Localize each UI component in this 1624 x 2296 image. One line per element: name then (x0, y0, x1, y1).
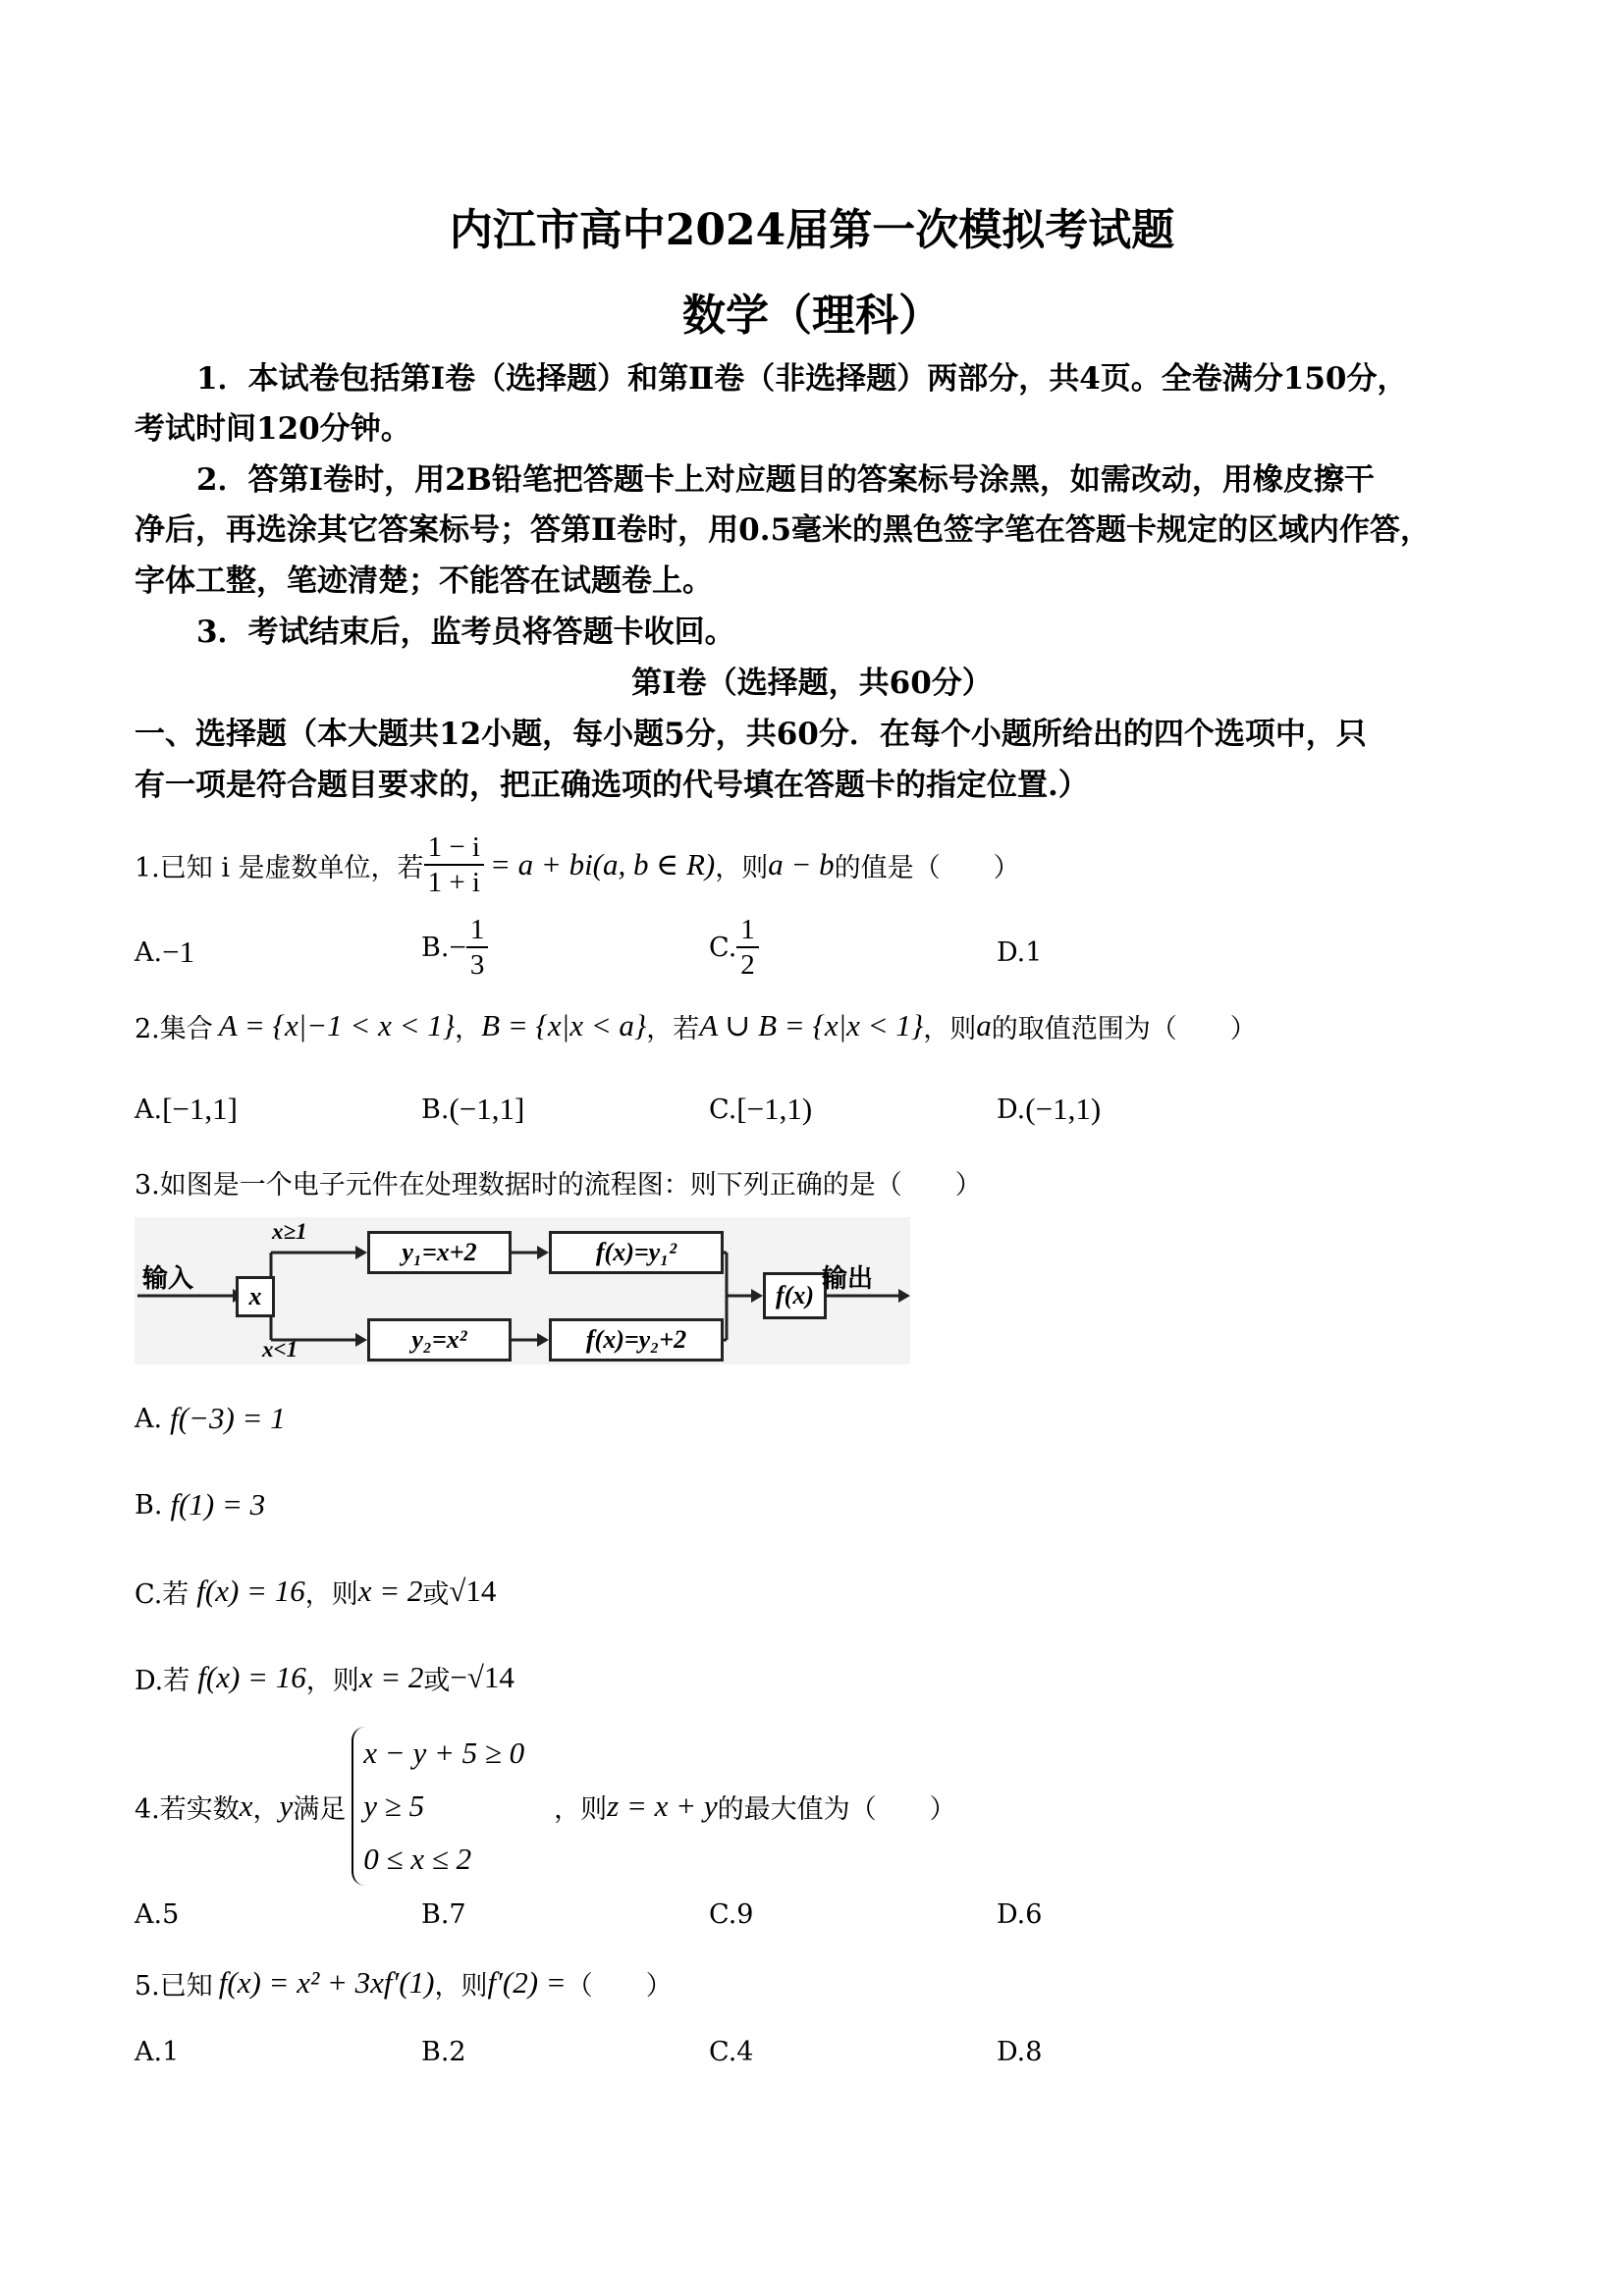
q1-option-a (135, 918, 194, 987)
flow-input-label: 输入 (142, 1264, 194, 1293)
page-title: 内江市高中2024届第一次模拟考试题 (449, 205, 1175, 255)
q4-option-b: B.7 (421, 1899, 466, 1930)
question-5 (135, 1958, 673, 2007)
page-subtitle: 数学（理科） (682, 291, 942, 341)
q2-sep-3: ，则 (923, 1013, 977, 1044)
q5-tail: （ ） (566, 1970, 673, 2002)
q4-constraint-3: 0 ≤ x ≤ 2 (363, 1842, 472, 1876)
q1-option-b (421, 903, 488, 991)
q3-option-a (135, 1394, 286, 1443)
q1-fraction (424, 830, 484, 899)
section-intro-1: 一、选择题（本大题共12小题，每小题5分，共60分．在每个小题所给出的四个选项中，只 (135, 717, 1367, 752)
q3-option-c-eq: x = 2 (357, 1574, 423, 1608)
q2-tail: 的取值范围为（ ） (991, 1013, 1257, 1044)
flow-f1-box: f(x)=y₁² (549, 1231, 724, 1274)
section-title: 第Ⅰ卷（选择题，共60分） (631, 666, 993, 701)
q1-expr: = a + bi(a, b ∈ R) (489, 847, 716, 881)
q4-prefix: 4.若实数 (135, 1793, 240, 1825)
q1-option-d: D.1 (997, 936, 1043, 968)
q2-union: A ∪ B = {x|x < 1} (699, 1008, 924, 1042)
q2-var: a (976, 1008, 992, 1042)
q1-option-c-den: 2 (740, 949, 755, 981)
section-intro-2: 有一项是符合题目要求的，把正确选项的代号填在答题卡的指定位置.） (135, 768, 1089, 803)
flow-cond-top: x≥1 (272, 1219, 307, 1244)
q3-option-d-mid: ，则 (305, 1665, 359, 1696)
q5-ask: f′(2) = (487, 1965, 567, 2000)
q1-option-b-fraction (466, 913, 489, 982)
q5-option-b: B.2 (421, 2037, 466, 2067)
q2-option-a-value: [−1,1] (162, 1092, 238, 1126)
q3-option-d-value: f(x) = 16 (197, 1660, 306, 1694)
q3-option-c-mid: ，则 (304, 1578, 358, 1610)
q5-mid: ，则 (434, 1970, 488, 2002)
flow-y1-box: y₁=x+2 (367, 1231, 512, 1274)
q2-option-b-label: B. (421, 1094, 450, 1125)
q3-option-d-root: −√14 (450, 1660, 514, 1694)
q1-tail: 的值是（ ） (834, 852, 1020, 883)
q2-prefix: 2.集合 (135, 1013, 213, 1044)
q3-option-b (135, 1480, 265, 1529)
q5-option-d: D.8 (997, 2037, 1043, 2067)
q3-option-d-label: D.若 (135, 1665, 190, 1696)
question-2 (135, 996, 1257, 1055)
q4-option-c: C.9 (709, 1899, 754, 1930)
q2-set-a: A = {x|−1 < x < 1} (218, 1008, 456, 1042)
q1-target: a − b (768, 847, 835, 881)
q1-option-b-label: B. (421, 932, 450, 963)
q1-option-b-den: 3 (469, 949, 485, 981)
q1-option-c-fraction (736, 913, 759, 982)
q3-option-c-root: √14 (449, 1574, 497, 1608)
q1-frac-den: 1 + i (427, 867, 480, 898)
q3-option-b-value: f(1) = 3 (170, 1487, 266, 1522)
q2-option-d-value: (−1,1) (1025, 1092, 1102, 1126)
flow-output-label: 输出 (822, 1264, 874, 1293)
q2-option-d-label: D. (997, 1094, 1026, 1125)
q2-option-b-value: (−1,1] (449, 1092, 525, 1126)
q3-option-b-label: B. (135, 1489, 163, 1521)
note-line-5: 字体工整，笔迹清楚；不能答在试题卷上。 (135, 563, 713, 599)
q4-comma: ， (252, 1793, 280, 1825)
q4-constraint-system (352, 1727, 524, 1886)
q3-option-c-label: C.若 (135, 1578, 189, 1610)
q4-mid: 满足 (293, 1793, 347, 1825)
q4-constraint-2: y ≥ 5 (363, 1789, 425, 1823)
q4-option-d: D.6 (997, 1899, 1043, 1930)
q3-option-d (135, 1653, 514, 1702)
q1-suffix: ，则 (715, 852, 769, 883)
note-line-6: 3．考试结束后，监考员将答题卡收回。 (196, 614, 735, 650)
question-3: 3.如图是一个电子元件在处理数据时的流程图：则下列正确的是（ ） (135, 1170, 982, 1201)
q1-option-b-num: 1 (466, 913, 489, 948)
note-line-2: 考试时间120分钟。 (135, 411, 411, 447)
q3-option-c-value: f(x) = 16 (196, 1574, 305, 1608)
note-line-1: 1．本试卷包括第Ⅰ卷（选择题）和第Ⅱ卷（非选择题）两部分，共4页。全卷满分150分， (196, 361, 1408, 397)
q4-tail: 的最大值为（ ） (717, 1793, 956, 1825)
q4-objective: z = x + y (607, 1789, 718, 1823)
question-1 (135, 821, 1020, 909)
q4-var-y: y (279, 1789, 294, 1823)
q1-option-c-label: C. (709, 932, 737, 963)
q4-var-x: x (239, 1789, 253, 1823)
q3-option-d-or: 或 (423, 1665, 451, 1696)
q2-sep-2: ，若 (646, 1013, 700, 1044)
flow-x-box: x (236, 1276, 275, 1317)
q2-option-d (997, 1085, 1101, 1134)
q2-option-c-label: C. (709, 1094, 737, 1125)
flowchart (135, 1217, 910, 1364)
q3-option-c-or: 或 (422, 1578, 450, 1610)
q1-option-a-label: A. (135, 936, 163, 968)
q1-option-b-sign: − (449, 930, 466, 964)
q1-option-c (709, 903, 759, 991)
flow-f2-box: f(x)=y₂+2 (549, 1318, 724, 1362)
flow-cond-bottom: x<1 (262, 1337, 298, 1362)
q3-option-a-label: A. (135, 1403, 163, 1434)
flow-fout-box: f(x) (763, 1272, 827, 1319)
q4-constraint-1: x − y + 5 ≥ 0 (363, 1735, 525, 1770)
q2-set-b: B = {x|x < a} (481, 1008, 647, 1042)
q5-prefix: 5.已知 (135, 1970, 213, 2002)
q3-option-c (135, 1567, 496, 1616)
q1-prefix: 1.已知 i 是虚数单位，若 (135, 852, 424, 883)
q2-option-c-value: [−1,1) (736, 1092, 813, 1126)
q2-option-a-label: A. (135, 1094, 163, 1125)
q3-option-d-eq: x = 2 (358, 1660, 424, 1694)
q1-frac-num: 1 − i (424, 830, 484, 866)
q1-option-c-num: 1 (736, 913, 759, 948)
q3-option-a-value: f(−3) = 1 (170, 1401, 286, 1435)
q1-option-a-value: −1 (162, 934, 195, 969)
q2-sep-1: ， (455, 1013, 482, 1044)
q5-expr: f(x) = x² + 3xf′(1) (218, 1965, 435, 2000)
q5-option-c: C.4 (709, 2037, 754, 2067)
q2-option-a (135, 1085, 238, 1134)
note-line-4: 净后，再选涂其它答案标号；答第Ⅱ卷时，用0.5毫米的黑色签字笔在答题卡规定的区域内作答， (135, 512, 1432, 548)
q2-option-c (709, 1085, 812, 1134)
q2-option-b (421, 1085, 524, 1134)
note-line-3: 2．答第Ⅰ卷时，用2B铅笔把答题卡上对应题目的答案标号涂黑，如需改动，用橡皮擦干 (196, 462, 1375, 498)
q5-option-a: A.1 (135, 2037, 180, 2067)
flow-y2-box: y₂=x² (367, 1318, 512, 1362)
q4-option-a: A.5 (135, 1899, 180, 1930)
q4-mid-2: ，则 (554, 1793, 608, 1825)
question-4 (135, 1723, 956, 1890)
